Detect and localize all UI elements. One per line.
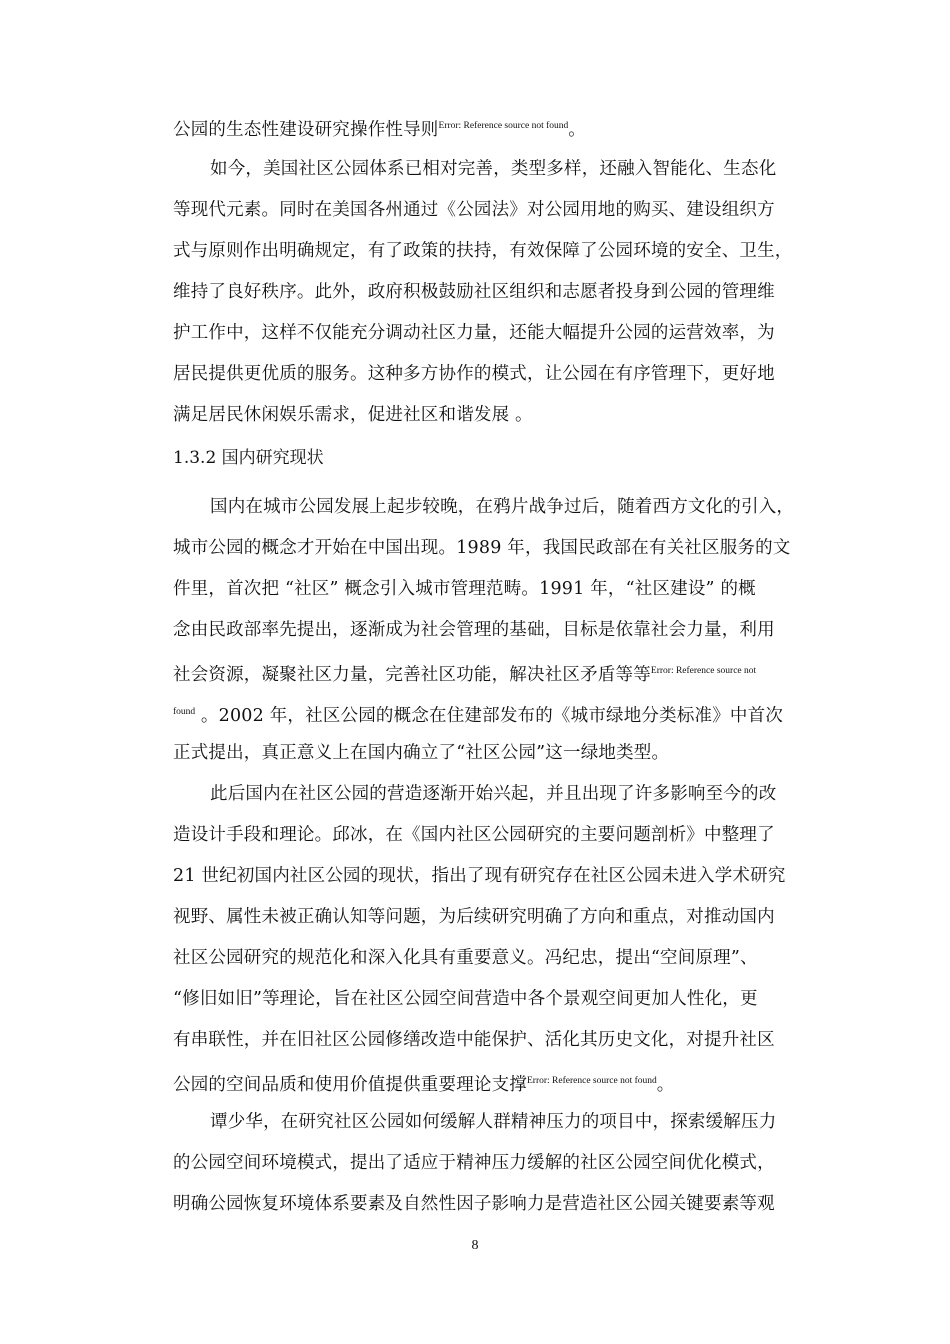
para5-line2: 的公园空间环境模式，提出了适应于精神压力缓解的社区公园空间优化模式， bbox=[173, 1153, 775, 1173]
para3-line3: 件里，首次把 “社区” 概念引入城市管理范畴。1991 年，“社区建设” 的概 bbox=[173, 579, 756, 599]
para3-line6: $^{found}$ 。2002 年，社区公园的概念在住建部发布的《城市绿地分类标准》中首次 bbox=[173, 706, 784, 726]
para2-line2: 等现代元素。同时在美国各州通过《公园法》对公园用地的购买、建设组织方 bbox=[173, 200, 775, 220]
para3-line7: 正式提出，真正意义上在国内确立了“社区公园”这一绿地类型。 bbox=[173, 743, 670, 763]
para5-line1: 谭少华，在研究社区公园如何缓解人群精神压力的项目中，探索缓解压力 bbox=[210, 1112, 777, 1132]
reference-error: Error: Reference source not found bbox=[527, 1076, 657, 1086]
para4-line4: 视野、属性未被正确认知等问题，为后续研究明确了方向和重点，对推动国内 bbox=[173, 907, 775, 927]
para3-line5: 社会资源，凝聚社区力量，完善社区功能，解决社区矛盾等等$^{Error: Reference source not}$ bbox=[173, 665, 757, 685]
para2-line6: 居民提供更优质的服务。这种多方协作的模式，让公园在有序管理下，更好地 bbox=[173, 364, 775, 384]
para4-line8: 公园的空间品质和使用价值提供重要理论支撑$^{Error: Reference source not found}$。 bbox=[173, 1075, 675, 1095]
page-number: 8 bbox=[471, 1238, 479, 1253]
para4-line3: 21 世纪初国内社区公园的现状，指出了现有研究存在社区公园未进入学术研究 bbox=[173, 866, 786, 886]
para1-line1: 公园的生态性建设研究操作性导则$^{Error: Reference source not found}$。 bbox=[173, 120, 586, 140]
reference-error: Error: Reference source not bbox=[650, 666, 757, 676]
para3-line4: 念由民政部率先提出，逐渐成为社会管理的基础，目标是依靠社会力量，利用 bbox=[173, 620, 775, 640]
para5-line3: 明确公园恢复环境体系要素及自然性因子影响力是营造社区公园关键要素等观 bbox=[173, 1194, 775, 1214]
para2-line5: 护工作中，这样不仅能充分调动社区力量，还能大幅提升公园的运营效率，为 bbox=[173, 323, 775, 343]
reference-error-continued: found bbox=[173, 707, 196, 717]
para2-line4: 维持了良好秩序。此外，政府积极鼓励社区组织和志愿者投身到公园的管理维 bbox=[173, 282, 775, 302]
para4-line6: “修旧如旧”等理论，旨在社区公园空间营造中各个景观空间更加人性化，更 bbox=[173, 989, 758, 1009]
para2-line1: 如今，美国社区公园体系已相对完善，类型多样，还融入智能化、生态化 bbox=[210, 159, 777, 179]
section-heading: 1.3.2 国内研究现状 bbox=[173, 448, 324, 468]
para3-line2: 城市公园的概念才开始在中国出现。1989 年，我国民政部在有关社区服务的文 bbox=[173, 538, 791, 558]
para3-line1: 国内在城市公园发展上起步较晚，在鸦片战争过后，随着西方文化的引入， bbox=[210, 497, 795, 517]
para4-line2: 造设计手段和理论。邱冰，在《国内社区公园研究的主要问题剖析》中整理了 bbox=[173, 825, 775, 845]
reference-error: Error: Reference source not found bbox=[438, 121, 569, 131]
para4-line5: 社区公园研究的规范化和深入化具有重要意义。冯纪忠，提出“空间原理”、 bbox=[173, 948, 758, 968]
para2-line3: 式与原则作出明确规定，有了政策的扶持，有效保障了公园环境的安全、卫生， bbox=[173, 241, 793, 261]
para4-line1: 此后国内在社区公园的营造逐渐开始兴起，并且出现了许多影响至今的改 bbox=[210, 784, 777, 804]
para2-line7: 满足居民休闲娱乐需求，促进社区和谐发展 。 bbox=[173, 405, 533, 425]
para4-line7: 有串联性，并在旧社区公园修缮改造中能保护、活化其历史文化，对提升社区 bbox=[173, 1030, 775, 1050]
